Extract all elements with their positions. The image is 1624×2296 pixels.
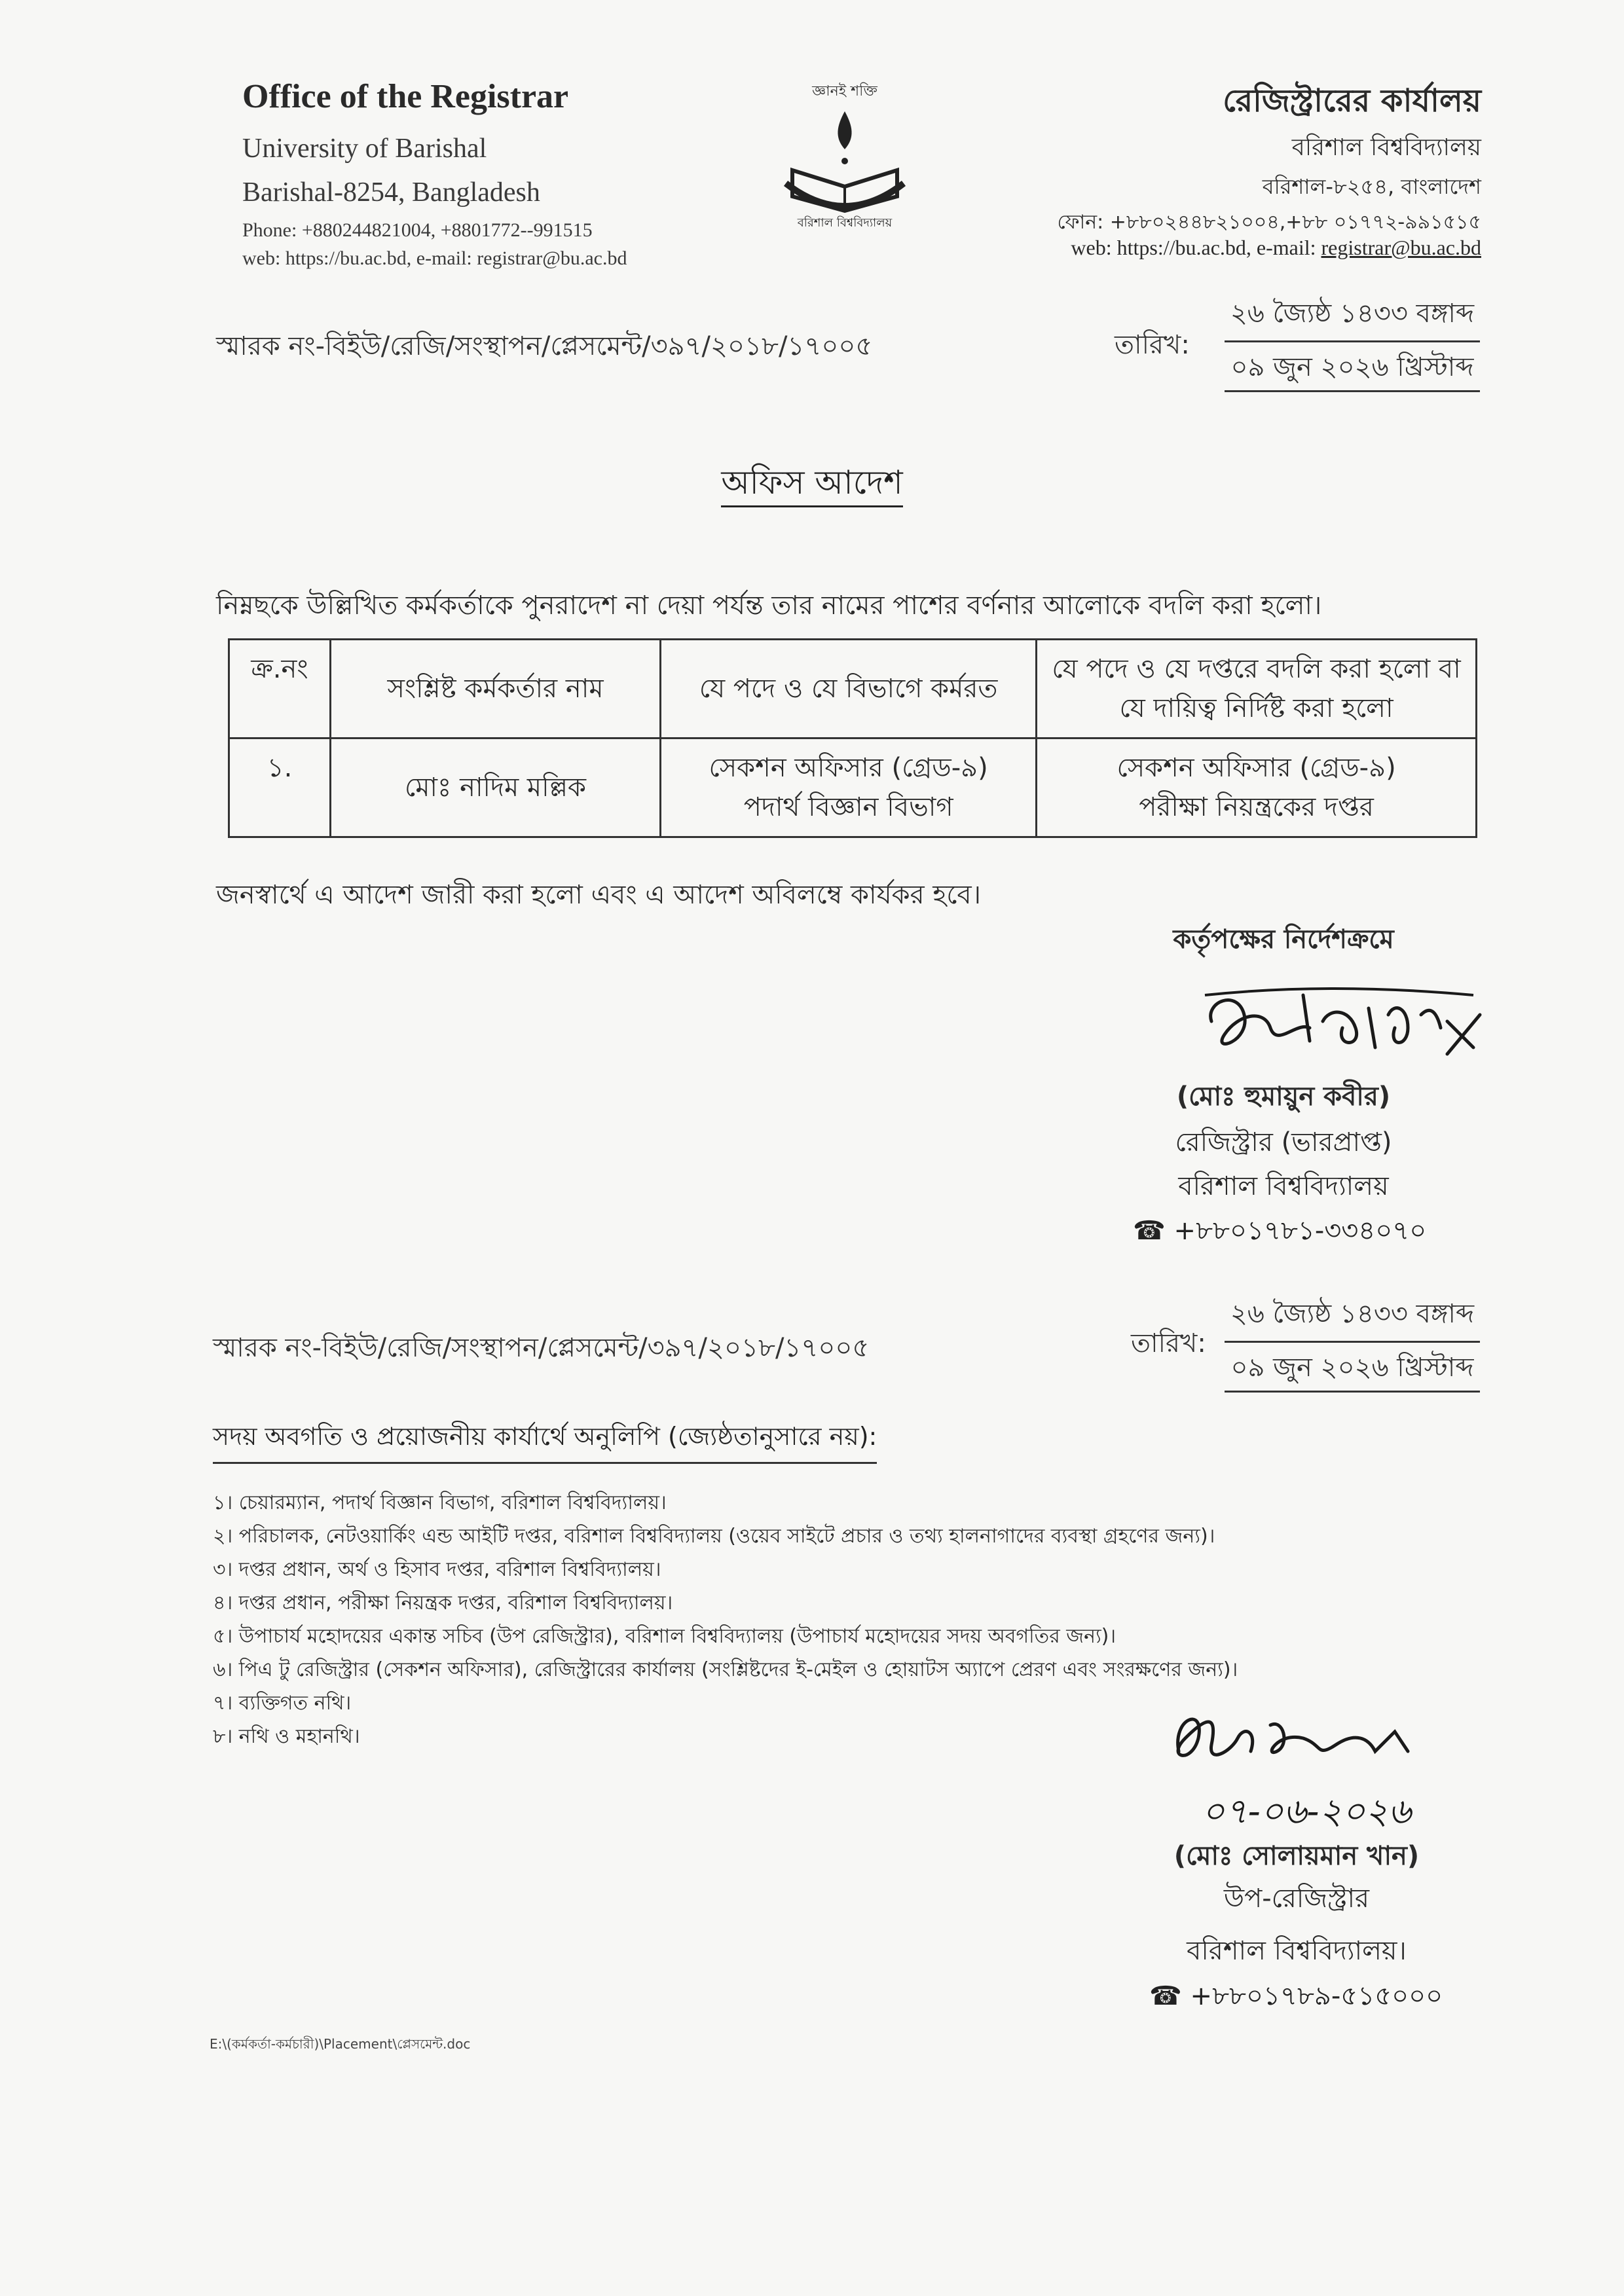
- phone-icon: ☎: [1133, 1216, 1166, 1246]
- row-transferred-office: পরীক্ষা নিয়ন্ত্রকের দপ্তর: [1139, 792, 1374, 822]
- copy-list: [213, 1486, 1238, 1753]
- table-header-row: [229, 640, 1477, 738]
- copy-date-bangla: ২৬ জ্যৈষ্ঠ ১৪৩৩ বঙ্গাব্দ: [1225, 1293, 1480, 1343]
- phone-en: Phone: +880244821004, +8801772--991515: [242, 219, 593, 241]
- university-name-bn: বরিশাল বিশ্ববিদ্যালয়: [1291, 134, 1481, 161]
- web-en: web: https://bu.ac.bd, e-mail: registrar@bu.ac.bd: [242, 247, 627, 269]
- row-transferred: [1037, 738, 1477, 837]
- list-item: ২। পরিচালক, নেটওয়ার্কিং এন্ড আইটি দপ্তর, বরিশাল বিশ্ববিদ্যালয় (ওয়েব সাইটে প্রচার ও তথ্য হালনাগাদের ব্যবস্থা গ্রহণের জন্য)।: [213, 1525, 1215, 1548]
- signatory1-university: বরিশাল বিশ্ববিদ্যালয়: [1178, 1171, 1389, 1201]
- signatory1-phone-row: [1133, 1210, 1426, 1254]
- list-item: ৪। দপ্তর প্রধান, পরীক্ষা নিয়ন্ত্রক দপ্তর, বরিশাল বিশ্ববিদ্যালয়।: [213, 1592, 673, 1614]
- logo-motto: জ্ঞানই শক্তি: [812, 83, 877, 100]
- signatory2-phone-row: [1149, 1975, 1443, 2019]
- signatory1-designation: রেজিস্ট্রার (ভারপ্রাপ্ত): [1175, 1127, 1392, 1157]
- list-item: ১। চেয়ারম্যান, পদার্থ বিজ্ঞান বিভাগ, বরিশাল বিশ্ববিদ্যালয়।: [213, 1491, 667, 1514]
- phone-bn: ফোন: +৮৮০২৪৪৮২১০০৪,+৮৮ ০১৭৭২-৯৯১৫১৫: [1057, 211, 1481, 234]
- address-en: Barishal-8254, Bangladesh: [242, 177, 540, 208]
- signature-2: [1159, 1699, 1434, 1780]
- email-link[interactable]: registrar@bu.ac.bd: [1321, 236, 1481, 259]
- university-logo: [766, 72, 923, 229]
- col-current: যে পদে ও যে বিভাগে কর্মরত: [661, 640, 1037, 738]
- address-bn: বরিশাল-৮২৫৪, বাংলাদেশ: [1262, 174, 1481, 199]
- row-current-dept: পদার্থ বিজ্ঞান বিভাগ: [743, 792, 953, 822]
- col-serial: ক্র.নং: [229, 640, 331, 738]
- copy-memo-ref: স্মারক নং-বিইউ/রেজি/সংস্থাপন/প্লেসমেন্ট/৩৯৭/২০১৮/১৭০০৫: [213, 1333, 870, 1363]
- university-name-en: University of Barishal: [242, 134, 487, 164]
- col-name: সংশ্লিষ্ট কর্মকর্তার নাম: [330, 640, 660, 738]
- signatory2-university: বরিশাল বিশ্ববিদ্যালয়।: [1187, 1936, 1407, 1966]
- col-transferred: যে পদে ও যে দপ্তরে বদলি করা হলো বা যে দায়িত্ব নির্দিষ্ট করা হলো: [1037, 640, 1477, 738]
- copy-date: [1225, 1293, 1480, 1393]
- logo-banner-text: বরিশাল বিশ্ববিদ্যালয়: [797, 216, 893, 229]
- office-order-title: অফিস আদেশ: [0, 458, 1624, 513]
- signatory2-name: (মোঃ সোলায়মান খান): [1173, 1841, 1420, 1871]
- list-item: ৭। ব্যক্তিগত নথি।: [213, 1692, 352, 1715]
- phone-icon: ☎: [1149, 1981, 1182, 2011]
- date-label: তারিখ:: [1115, 330, 1190, 360]
- web-bn-prefix: web: https://bu.ac.bd, e-mail:: [1071, 236, 1321, 259]
- office-title-en: Office of the Registrar: [242, 78, 569, 115]
- table-row: [229, 738, 1477, 837]
- copy-title: সদয় অবগতি ও প্রয়োজনীয় কার্যার্থে অনুলিপি (জ্যেষ্ঠতানুসারে নয়):: [213, 1417, 877, 1464]
- row-current-post: সেকশন অফিসার (গ্রেড-৯): [709, 753, 988, 783]
- copy-date-label: তারিখ:: [1131, 1328, 1206, 1358]
- list-item: ৩। দপ্তর প্রধান, অর্থ ও হিসাব দপ্তর, বরিশাল বিশ্ববিদ্যালয়।: [213, 1558, 661, 1581]
- web-bn: [1071, 236, 1481, 260]
- list-item: ৮। নথি ও মহানথি।: [213, 1725, 360, 1748]
- list-item: ৫। উপাচার্য মহোদয়ের একান্ত সচিব (উপ রেজিস্ট্রার), বরিশাল বিশ্ববিদ্যালয় (উপাচার্য মহোদয়ের সদয় অবগতির জন্য)।: [213, 1625, 1116, 1648]
- by-order-text: কর্তৃপক্ষের নির্দেশক্রমে: [1173, 924, 1394, 955]
- transfer-table: [228, 638, 1477, 838]
- row-serial: ১.: [229, 738, 331, 837]
- signature-1: [1198, 982, 1486, 1083]
- signatory2-handwritten-date: ০৭-০৬-২০২৬: [1202, 1791, 1411, 1832]
- intro-paragraph: নিম্নছকে উল্লিখিত কর্মকর্তাকে পুনরাদেশ না দেয়া পর্যন্ত তার নামের পাশের বর্ণনার আলোকে বদলি করা হলো।: [216, 591, 1322, 621]
- memo-ref: স্মারক নং-বিইউ/রেজি/সংস্থাপন/প্লেসমেন্ট/৩৯৭/২০১৮/১৭০০৫: [216, 331, 873, 361]
- closing-paragraph: জনস্বার্থে এ আদেশ জারী করা হলো এবং এ আদেশ অবিলম্বে কার্যকর হবে।: [216, 880, 982, 910]
- copy-date-english: ০৯ জুন ২০২৬ খ্রিস্টাব্দ: [1225, 1343, 1480, 1393]
- signatory1-name: (মোঃ হুমায়ুন কবীর): [1176, 1082, 1391, 1112]
- memo-date: [1225, 293, 1480, 392]
- row-transferred-post: সেকশন অফিসার (গ্রেড-৯): [1116, 753, 1396, 783]
- signatory1-phone: +৮৮০১৭৮১-৩৩৪০৭০: [1173, 1216, 1427, 1246]
- row-name: মোঃ নাদিম মল্লিক: [330, 738, 660, 837]
- date-bangla: ২৬ জ্যৈষ্ঠ ১৪৩৩ বঙ্গাব্দ: [1225, 293, 1480, 342]
- row-current: [661, 738, 1037, 837]
- office-title-bn: রেজিস্ট্রারের কার্যালয়: [1223, 82, 1481, 119]
- signatory2-designation: উপ-রেজিস্ট্রার: [1223, 1884, 1370, 1914]
- date-english: ০৯ জুন ২০২৬ খ্রিস্টাব্দ: [1225, 342, 1480, 392]
- file-path: E:\(কর্মকর্তা-কর্মচারী)\Placement\প্লেসমেন্ট.doc: [210, 2036, 471, 2052]
- signatory2-phone: +৮৮০১৭৮৯-৫১৫০০০: [1190, 1981, 1443, 2011]
- list-item: ৬। পিএ টু রেজিস্ট্রার (সেকশন অফিসার), রেজিস্ট্রারের কার্যালয় (সংশ্লিষ্টদের ই-মেইল ও হোয়াটস অ্যাপে প্রেরণ এবং সংরক্ষণের জন্য)।: [213, 1658, 1238, 1681]
